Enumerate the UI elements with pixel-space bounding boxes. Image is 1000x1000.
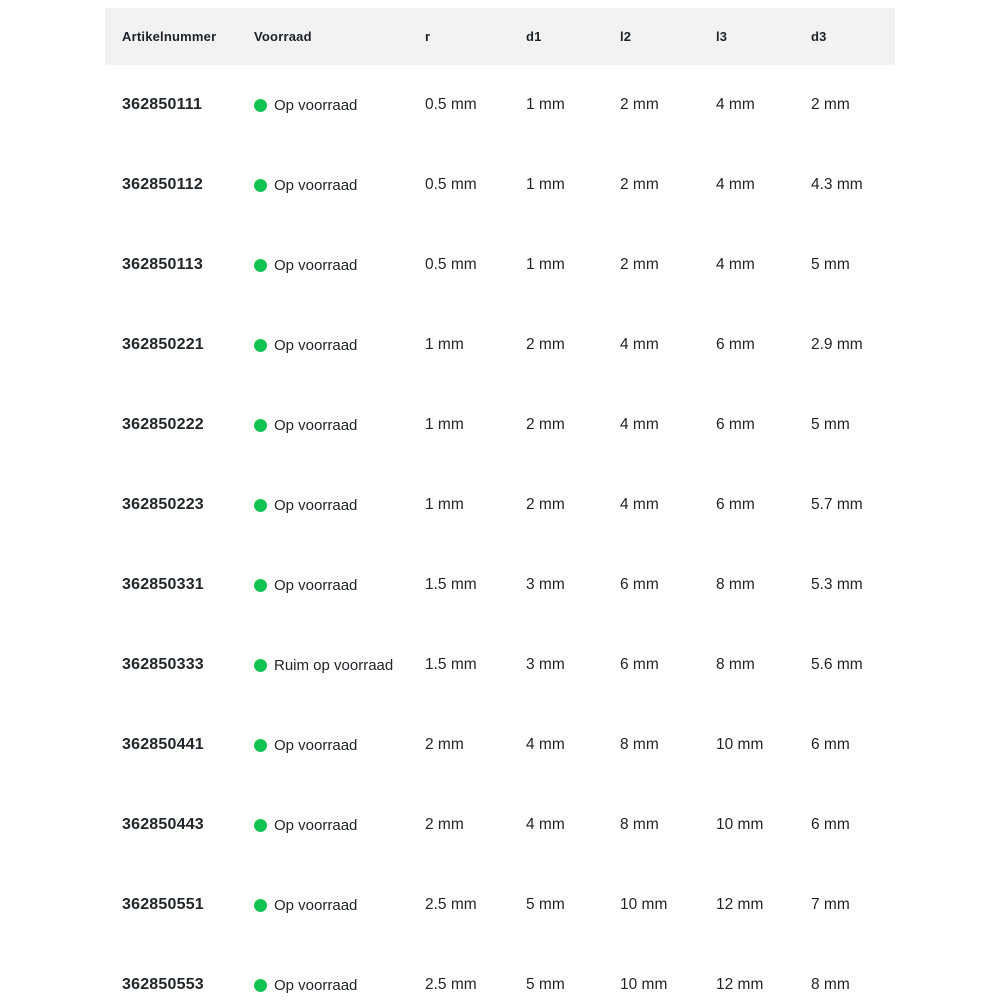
dimension-d3-value: 5 mm bbox=[811, 416, 850, 433]
stock-status-cell bbox=[237, 337, 408, 354]
in-stock-dot-icon bbox=[254, 579, 267, 592]
stock-status-cell bbox=[237, 657, 408, 674]
dimension-d1-value: 1 mm bbox=[526, 176, 565, 193]
dimension-l2-value: 6 mm bbox=[620, 656, 659, 673]
dimension-d3-value: 5 mm bbox=[811, 256, 850, 273]
stock-status-cell bbox=[237, 897, 408, 914]
column-header-r: r bbox=[425, 29, 431, 44]
article-number[interactable]: 362850221 bbox=[122, 336, 204, 353]
table-row[interactable] bbox=[105, 225, 895, 305]
in-stock-dot-icon bbox=[254, 179, 267, 192]
in-stock-dot-icon bbox=[254, 739, 267, 752]
dimension-r-value: 0.5 mm bbox=[425, 256, 477, 273]
dimension-d3-value: 2.9 mm bbox=[811, 336, 863, 353]
dimension-l3-value: 8 mm bbox=[716, 656, 755, 673]
dimension-d1-value: 2 mm bbox=[526, 416, 565, 433]
dimension-d1-value: 4 mm bbox=[526, 736, 565, 753]
dimension-r-value: 2 mm bbox=[425, 816, 464, 833]
article-number[interactable]: 362850112 bbox=[122, 176, 204, 193]
variant-table bbox=[105, 8, 895, 1000]
dimension-l2-value: 10 mm bbox=[620, 896, 668, 913]
in-stock-dot-icon bbox=[254, 899, 267, 912]
stock-status-cell bbox=[237, 497, 408, 514]
dimension-l3-value: 10 mm bbox=[716, 736, 764, 753]
dimension-l3-value: 4 mm bbox=[716, 176, 755, 193]
stock-status-label: Op voorraad bbox=[274, 416, 358, 434]
dimension-r-value: 1 mm bbox=[425, 336, 464, 353]
stock-status-label: Op voorraad bbox=[274, 176, 358, 194]
dimension-r-value: 2.5 mm bbox=[425, 976, 477, 993]
article-number[interactable]: 362850333 bbox=[122, 656, 204, 673]
in-stock-dot-icon bbox=[254, 819, 267, 832]
dimension-d3-value: 7 mm bbox=[811, 896, 850, 913]
stock-status-label: Op voorraad bbox=[274, 336, 358, 354]
in-stock-dot-icon bbox=[254, 979, 267, 992]
column-header-l2: l2 bbox=[620, 29, 632, 44]
stock-status-cell bbox=[237, 737, 408, 754]
stock-status-label: Op voorraad bbox=[274, 736, 358, 754]
article-number[interactable]: 362850553 bbox=[122, 976, 204, 993]
dimension-r-value: 0.5 mm bbox=[425, 176, 477, 193]
dimension-r-value: 1 mm bbox=[425, 496, 464, 513]
dimension-r-value: 2 mm bbox=[425, 736, 464, 753]
dimension-l3-value: 12 mm bbox=[716, 976, 764, 993]
dimension-l3-value: 10 mm bbox=[716, 816, 764, 833]
dimension-d3-value: 5.6 mm bbox=[811, 656, 863, 673]
dimension-l3-value: 6 mm bbox=[716, 336, 755, 353]
table-row[interactable] bbox=[105, 705, 895, 785]
dimension-d1-value: 1 mm bbox=[526, 96, 565, 113]
dimension-l2-value: 4 mm bbox=[620, 336, 659, 353]
dimension-l2-value: 2 mm bbox=[620, 176, 659, 193]
dimension-l3-value: 6 mm bbox=[716, 496, 755, 513]
dimension-r-value: 0.5 mm bbox=[425, 96, 477, 113]
table-row[interactable] bbox=[105, 545, 895, 625]
stock-status-cell bbox=[237, 177, 408, 194]
dimension-d3-value: 5.7 mm bbox=[811, 496, 863, 513]
stock-status-label: Op voorraad bbox=[274, 496, 358, 514]
table-header-row bbox=[105, 8, 895, 65]
stock-status-label: Ruim op voorraad bbox=[274, 656, 394, 674]
column-header-d1: d1 bbox=[526, 29, 542, 44]
in-stock-dot-icon bbox=[254, 99, 267, 112]
table-body bbox=[105, 65, 895, 1000]
dimension-l2-value: 10 mm bbox=[620, 976, 668, 993]
column-header-voorraad: Voorraad bbox=[254, 29, 312, 44]
in-stock-dot-icon bbox=[254, 419, 267, 432]
dimension-l2-value: 6 mm bbox=[620, 576, 659, 593]
article-number[interactable]: 362850111 bbox=[122, 96, 203, 113]
article-number[interactable]: 362850551 bbox=[122, 896, 204, 913]
dimension-d3-value: 2 mm bbox=[811, 96, 850, 113]
dimension-d1-value: 3 mm bbox=[526, 656, 565, 673]
in-stock-dot-icon bbox=[254, 499, 267, 512]
table-row[interactable] bbox=[105, 65, 895, 145]
stock-status-label: Op voorraad bbox=[274, 816, 358, 834]
dimension-d3-value: 5.3 mm bbox=[811, 576, 863, 593]
stock-status-cell bbox=[237, 977, 408, 994]
dimension-l2-value: 8 mm bbox=[620, 736, 659, 753]
dimension-d1-value: 5 mm bbox=[526, 976, 565, 993]
in-stock-dot-icon bbox=[254, 659, 267, 672]
table-row[interactable] bbox=[105, 785, 895, 865]
dimension-d3-value: 6 mm bbox=[811, 816, 850, 833]
in-stock-dot-icon bbox=[254, 259, 267, 272]
stock-status-label: Op voorraad bbox=[274, 96, 358, 114]
dimension-r-value: 1.5 mm bbox=[425, 656, 477, 673]
dimension-l3-value: 8 mm bbox=[716, 576, 755, 593]
dimension-r-value: 2.5 mm bbox=[425, 896, 477, 913]
dimension-d1-value: 3 mm bbox=[526, 576, 565, 593]
dimension-d1-value: 4 mm bbox=[526, 816, 565, 833]
dimension-d1-value: 2 mm bbox=[526, 496, 565, 513]
dimension-l3-value: 6 mm bbox=[716, 416, 755, 433]
dimension-r-value: 1.5 mm bbox=[425, 576, 477, 593]
dimension-d1-value: 1 mm bbox=[526, 256, 565, 273]
column-header-d3: d3 bbox=[811, 29, 827, 44]
column-header-artikelnummer: Artikelnummer bbox=[122, 29, 217, 44]
dimension-l2-value: 4 mm bbox=[620, 496, 659, 513]
stock-status-cell bbox=[237, 257, 408, 274]
article-number[interactable]: 362850223 bbox=[122, 496, 204, 513]
article-number[interactable]: 362850222 bbox=[122, 416, 204, 433]
column-header-l3: l3 bbox=[716, 29, 728, 44]
dimension-d1-value: 5 mm bbox=[526, 896, 565, 913]
in-stock-dot-icon bbox=[254, 339, 267, 352]
table-row[interactable] bbox=[105, 865, 895, 945]
article-number[interactable]: 362850443 bbox=[122, 816, 204, 833]
article-number[interactable]: 362850331 bbox=[122, 576, 204, 593]
article-number[interactable]: 362850441 bbox=[122, 736, 204, 753]
stock-status-label: Op voorraad bbox=[274, 256, 358, 274]
stock-status-label: Op voorraad bbox=[274, 896, 358, 914]
dimension-l3-value: 4 mm bbox=[716, 256, 755, 273]
dimension-r-value: 1 mm bbox=[425, 416, 464, 433]
article-number[interactable]: 362850113 bbox=[122, 256, 204, 273]
table-row[interactable] bbox=[105, 945, 895, 1000]
dimension-l2-value: 8 mm bbox=[620, 816, 659, 833]
dimension-l2-value: 2 mm bbox=[620, 96, 659, 113]
stock-status-cell bbox=[237, 817, 408, 834]
dimension-l2-value: 2 mm bbox=[620, 256, 659, 273]
table-row[interactable] bbox=[105, 465, 895, 545]
table-row[interactable] bbox=[105, 305, 895, 385]
dimension-d1-value: 2 mm bbox=[526, 336, 565, 353]
stock-status-cell bbox=[237, 417, 408, 434]
dimension-l3-value: 12 mm bbox=[716, 896, 764, 913]
dimension-d3-value: 4.3 mm bbox=[811, 176, 863, 193]
dimension-d3-value: 8 mm bbox=[811, 976, 850, 993]
table-row[interactable] bbox=[105, 145, 895, 225]
stock-status-cell bbox=[237, 577, 408, 594]
stock-status-label: Op voorraad bbox=[274, 976, 358, 994]
dimension-l3-value: 4 mm bbox=[716, 96, 755, 113]
stock-status-cell bbox=[237, 97, 408, 114]
dimension-d3-value: 6 mm bbox=[811, 736, 850, 753]
table-row[interactable] bbox=[105, 385, 895, 465]
stock-status-label: Op voorraad bbox=[274, 576, 358, 594]
dimension-l2-value: 4 mm bbox=[620, 416, 659, 433]
table-row[interactable] bbox=[105, 625, 895, 705]
